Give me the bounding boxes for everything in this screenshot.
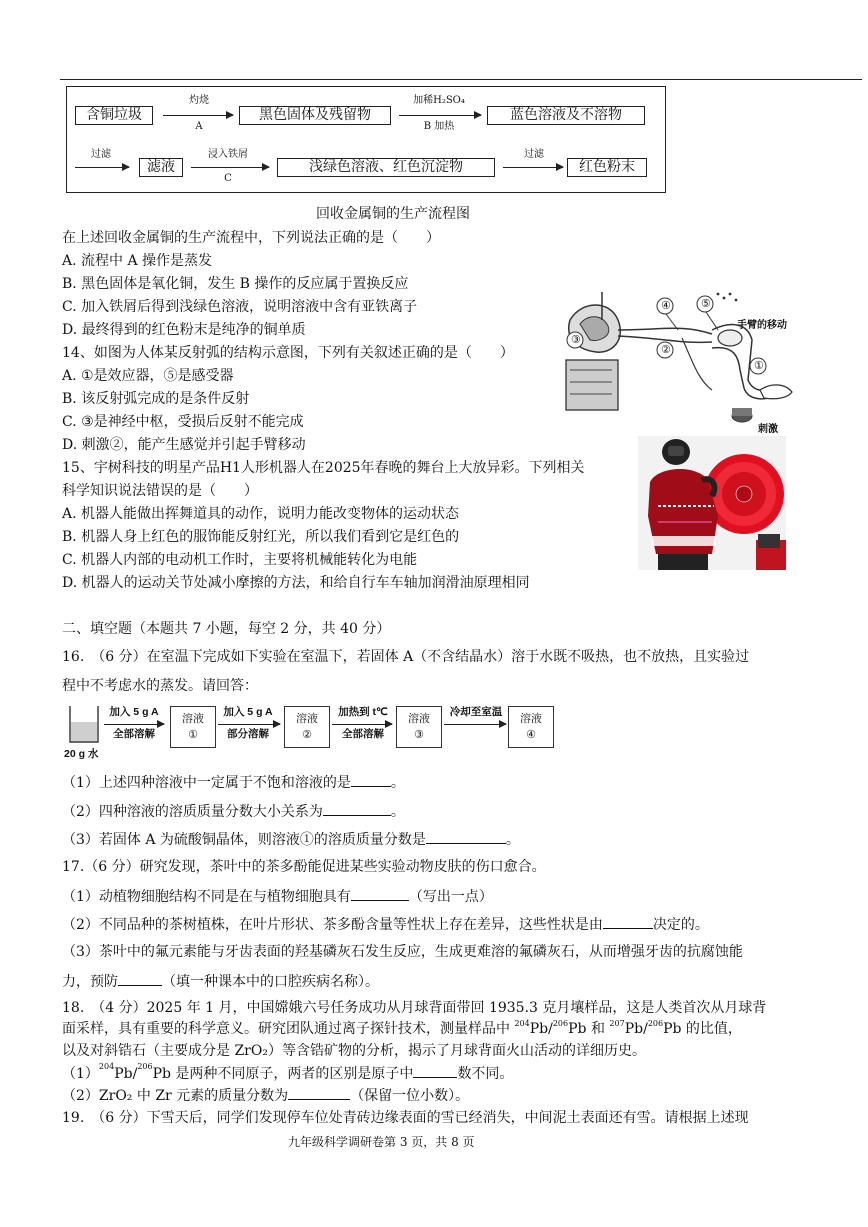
q16-stem-line1: 16. （6 分）在室温下完成如下实验在室温下，若固体 A（不含结晶水）溶于水既不吸热，也不放热，且实验过	[62, 649, 750, 665]
q16-sub2: （2）四种溶液的溶质质量分数大小关系为 。	[62, 801, 405, 821]
flow-arrow-a	[163, 115, 233, 116]
q17-sub3-line1: （3）茶叶中的氟元素能与牙齿表面的羟基磷灰石发生反应，生成更难溶的氟磷灰石，从而增强牙齿的抗腐蚀能	[62, 944, 743, 960]
q16-step1-bottom: 全部溶解	[113, 728, 155, 740]
flow-step-c-top: 浸入铁屑	[208, 149, 248, 160]
robot-photo	[638, 436, 786, 570]
q17-sub2: （2）不同品种的茶树植株，在叶片形状、茶多酚含量等性状上存在差异，这些性状是由 决定的。	[62, 914, 709, 934]
q14-option-d: D. 刺激②，能产生感觉并引起手臂移动	[62, 437, 306, 453]
q15-option-b: B. 机器人身上红色的服饰能反射红光，所以我们看到它是红色的	[62, 529, 460, 545]
q18-blank-2[interactable]	[288, 1085, 350, 1100]
q16-experiment-diagram	[64, 704, 554, 764]
q16-step3-bottom: 全部溶解	[342, 728, 384, 740]
flow-step-b-top: 加稀H₂SO₄	[413, 95, 465, 106]
section2-title: 二、填空题（本题共 7 小题，每空 2 分，共 40 分）	[62, 621, 391, 637]
q16-step1-top: 加入 5 g A	[109, 706, 159, 718]
q18-line1: 18. （4 分）2025 年 1 月，中国嫦娥六号任务成功从月球背面带回 1935.3 克月壤样品，这是人类首次从月球背	[62, 1000, 767, 1016]
q13-option-d: D. 最终得到的红色粉末是纯净的铜单质	[62, 322, 306, 338]
q18-sub2: （2）ZrO₂ 中 Zr 元素的质量分数为 （保留一位小数）。	[62, 1085, 469, 1105]
flow-step-a-top: 灼烧	[189, 95, 209, 106]
q17-blank-3[interactable]	[118, 971, 162, 986]
q16-sub3: （3）若固体 A 为硫酸铜晶体，则溶液①的溶质质量分数是 。	[62, 829, 520, 849]
q13-stem: 在上述回收金属铜的生产流程中，下列说法正确的是（ ）	[62, 230, 440, 246]
reflex-label-1: ①	[754, 359, 764, 372]
page-footer: 九年级科学调研卷第 3 页，共 8 页	[288, 1135, 475, 1149]
q16-step3-top: 加热到 t℃	[338, 706, 388, 718]
q16-arrow-3	[332, 724, 392, 725]
q13-option-c: C. 加入铁屑后得到浅绿色溶液，说明溶液中含有亚铁离子	[62, 299, 418, 315]
q15-option-a: A. 机器人能做出挥舞道具的动作，说明力能改变物体的运动状态	[62, 506, 460, 522]
flow-box-filtrate: 滤液	[139, 158, 183, 177]
flow-step-a-bottom: A	[195, 121, 203, 132]
q16-arrow-4	[444, 724, 506, 725]
q15-option-d: D. 机器人的运动关节处减小摩擦的方法，和给自行车车轴加润滑油原理相同	[62, 575, 530, 591]
flowchart-caption: 回收金属铜的生产流程图	[316, 206, 470, 222]
q16-solution-2: 溶液 ②	[284, 706, 330, 748]
q18-line3: 以及对斜锆石（主要成分是 ZrO₂）等含锆矿物的分析，揭示了月球背面火山活动的详细历史。	[62, 1043, 646, 1059]
q16-arrow-1	[104, 724, 164, 725]
reflex-label-5: ⑤	[701, 297, 711, 310]
flow-arrow-filter1	[75, 167, 129, 168]
q15-option-c: C. 机器人内部的电动机工作时，主要将机械能转化为电能	[62, 552, 418, 568]
q16-solution-1: 溶液 ①	[170, 706, 216, 748]
q16-arrow-2	[218, 724, 280, 725]
flow-box-green-solution: 浅绿色溶液、红色沉淀物	[277, 158, 495, 177]
flow-box-red-powder: 红色粉末	[567, 158, 647, 177]
q16-sub1: （1）上述四种溶液中一定属于不饱和溶液的是 。	[62, 772, 405, 792]
q13-option-b: B. 黑色固体是氧化铜，发生 B 操作的反应属于置换反应	[62, 276, 409, 292]
q14-option-a: A. ①是效应器，⑤是感受器	[62, 368, 234, 384]
q15-stem-line2: 科学知识说法错误的是（ ）	[62, 483, 258, 499]
q16-stem-line2: 程中不考虑水的蒸发。请回答：	[62, 678, 258, 694]
q14-option-c: C. ③是神经中枢，受损后反射不能完成	[62, 414, 304, 430]
flowchart-frame	[66, 86, 666, 193]
flow-arrow-c	[191, 167, 269, 168]
flow-arrow-b	[399, 115, 481, 116]
q15-stem-line1: 15、宇树科技的明星产品H1人形机器人在2025年春晚的舞台上大放异彩。下列相关	[62, 460, 585, 476]
flow-box-copy-waste: 含铜垃圾	[75, 106, 153, 125]
reflex-label-2: ②	[661, 343, 671, 356]
q18-sub1: $(1)^{204}Pb/^{206}Pb$ 是两种不同原子，两者的区别是原子中 数不同。	[62, 1062, 514, 1082]
q18-blank-1[interactable]	[413, 1063, 457, 1078]
q16-step2-bottom: 部分溶解	[227, 728, 269, 740]
reflex-label-4: ④	[661, 299, 671, 312]
flow-step-filter1: 过滤	[91, 149, 111, 160]
reflex-label-stimulus: 刺激	[758, 424, 778, 435]
q16-solution-4: 溶液 ④	[508, 706, 554, 748]
q17-sub3-line2: 力，预防 （填一种课本中的口腔疾病名称）。	[62, 971, 379, 991]
header-rule	[60, 79, 862, 80]
q16-blank-3[interactable]	[426, 829, 506, 844]
q19-line1: 19. （6 分）下雪天后，同学们发现停车位处青砖边缘表面的雪已经消失，中间泥土表面还有雪。请根据上述现	[62, 1110, 749, 1126]
q14-option-b: B. 该反射弧完成的是条件反射	[62, 391, 250, 407]
q16-step2-top: 加入 5 g A	[223, 706, 273, 718]
q17-stem: 17.（6 分）研究发现，茶叶中的茶多酚能促进某些实验动物皮肤的伤口愈合。	[62, 859, 546, 875]
q17-blank-1[interactable]	[351, 886, 409, 901]
q16-blank-1[interactable]	[351, 772, 391, 787]
q16-water-label: 20 g 水	[64, 748, 99, 760]
flow-box-black-solid: 黑色固体及残留物	[239, 106, 391, 125]
q18-line2: 面采样，具有重要的科学意义。研究团队通过离子探针技术，测量样品中 $^{204}$Pb/$^{206}$Pb 和 $^{207}$Pb/$^{206}$Pb 的比值，	[62, 1019, 742, 1037]
flow-step-b-bottom: B 加热	[423, 121, 455, 132]
reflex-label-3: ③	[571, 333, 581, 346]
flow-box-blue-solution: 蓝色溶液及不溶物	[487, 106, 645, 125]
reflex-label-arm: 手臂的移动	[737, 320, 787, 331]
q16-solution-3: 溶液 ③	[396, 706, 442, 748]
q16-step4-top: 冷却至室温	[449, 706, 503, 718]
q13-option-a: A. 流程中 A 操作是蒸发	[62, 253, 213, 269]
reflex-arc-figure	[562, 290, 804, 440]
flow-arrow-filter2	[503, 167, 563, 168]
q17-sub1: （1）动植物细胞结构不同是在与植物细胞具有 （写出一点）	[62, 886, 493, 906]
flow-step-filter2: 过滤	[524, 149, 544, 160]
q17-blank-2[interactable]	[603, 914, 653, 929]
flow-step-c-bottom: C	[224, 173, 232, 184]
q16-blank-2[interactable]	[323, 801, 391, 816]
q14-stem: 14、如图为人体某反射弧的结构示意图，下列有关叙述正确的是（ ）	[62, 345, 514, 361]
